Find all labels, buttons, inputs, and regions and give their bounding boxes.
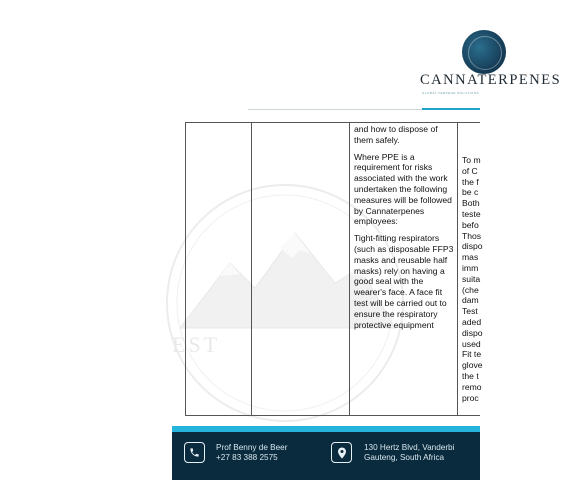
table-cell-truncated: [462, 155, 502, 403]
truncated-line: remo: [462, 381, 482, 392]
table-column-divider: [457, 122, 458, 416]
truncated-line: glove: [462, 360, 483, 371]
truncated-line: imm: [462, 262, 479, 273]
truncated-line: dispo: [462, 241, 483, 252]
truncated-line: of C: [462, 165, 478, 176]
truncated-line: befo: [462, 219, 479, 230]
document-page: [172, 0, 561, 480]
truncated-line: Fit te: [462, 349, 482, 360]
table-column-divider: [349, 122, 350, 416]
brand-tagline: GLOBAL TERPENE SOLUTIONS: [422, 91, 480, 95]
watermark-text: EST: [172, 332, 221, 357]
truncated-line: dam: [462, 295, 479, 306]
address-line-2: Gauteng, South Africa: [364, 453, 445, 462]
location-pin-icon: [331, 442, 352, 463]
truncated-line: suita: [462, 273, 481, 284]
truncated-line: used: [462, 338, 481, 349]
truncated-line: Both: [462, 198, 480, 209]
truncated-line: aded: [462, 316, 482, 327]
brand-logo-icon: [462, 30, 506, 74]
cell-paragraph: Tight-fitting respirators (such as disposable FFP3 masks and reusable half masks) rely on having a good seal with the wearer's face. A face fit test will be carried out to ensure the respiratory protective equipment: [354, 233, 454, 330]
cell-paragraph: Where PPE is a requirement for risks associated with the work undertaken the following measures will be followed by Cannaterpenes employees:: [354, 151, 452, 227]
left-margin: [0, 0, 172, 480]
truncated-line: Thos: [462, 230, 482, 241]
truncated-line: To m: [462, 155, 481, 165]
phone-icon: [184, 442, 205, 463]
truncated-line: the f: [462, 176, 479, 187]
truncated-line: teste: [462, 208, 481, 219]
truncated-line: mas: [462, 252, 479, 263]
address-line-1: 130 Hertz Blvd, Vanderbi: [364, 443, 455, 452]
brand-name: CANNATERPENES: [420, 72, 561, 88]
contact-name: Prof Benny de Beer: [216, 443, 288, 452]
truncated-line: dispo: [462, 327, 483, 338]
truncated-line: (che: [462, 284, 479, 295]
header-accent-line: [422, 108, 480, 110]
contact-phone: +27 83 388 2575: [216, 453, 278, 462]
truncated-line: be c: [462, 187, 479, 198]
table-column-divider: [251, 122, 252, 416]
cell-paragraph: and how to dispose of them safely.: [354, 124, 438, 145]
truncated-line: the t: [462, 370, 479, 381]
truncated-line: proc: [462, 392, 479, 403]
table-cell-measures: [354, 124, 456, 336]
truncated-line: Test: [462, 306, 478, 317]
